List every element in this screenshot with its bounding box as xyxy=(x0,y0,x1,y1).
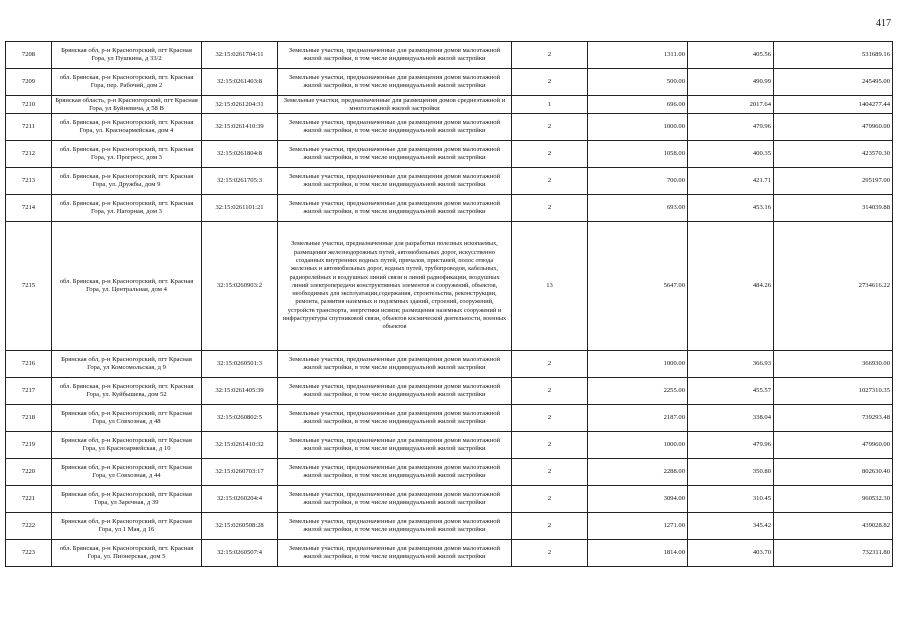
use-group-cell: 2 xyxy=(512,351,588,378)
specific-value-cell: 338.04 xyxy=(688,405,774,432)
specific-value-cell: 421.71 xyxy=(688,168,774,195)
area-cell: 1814.00 xyxy=(588,540,688,567)
address-cell: Брянская обл, р-н Красногорский, пгт Красная Гора, ул 1 Мая, д 16 xyxy=(52,513,202,540)
row-number-cell: 7215 xyxy=(6,222,52,351)
cadastral-number-cell: 32:15:0261405:39 xyxy=(202,378,278,405)
address-cell: обл. Брянская, р-н Красногорский, пгт. Красная Гора, ул. Нагорная, дом 3 xyxy=(52,195,202,222)
cadastral-value-cell: 1404277.44 xyxy=(774,96,893,114)
area-cell: 1311.00 xyxy=(588,42,688,69)
table-row xyxy=(6,540,893,567)
address-cell: Брянская обл, р-н Красногорский, пгт Красная Гора, ул Комсомольская, д 9 xyxy=(52,351,202,378)
row-number-cell: 7216 xyxy=(6,351,52,378)
land-use-cell: Земельные участки, предназначенные для размещения домов малоэтажной жилой застройки, в том числе индивидуальной жилой застройки xyxy=(278,513,512,540)
address-cell: обл. Брянская, р-н Красногорский, пгт. Красная Гора, ул. Красноармейская, дом 4 xyxy=(52,114,202,141)
cadastral-number-cell: 32:15:0261705:3 xyxy=(202,168,278,195)
table-row xyxy=(6,405,893,432)
row-number-cell: 7218 xyxy=(6,405,52,432)
cadastral-value-cell: 439028.82 xyxy=(774,513,893,540)
page-number: 417 xyxy=(876,18,891,29)
address-cell: Брянская обл, р-н Красногорский, пгт Красная Гора, ул Пушкина, д 33/2 xyxy=(52,42,202,69)
table-row xyxy=(6,378,893,405)
area-cell: 693.00 xyxy=(588,195,688,222)
cadastral-number-cell: 32:15:0261204:31 xyxy=(202,96,278,114)
specific-value-cell: 310.45 xyxy=(688,486,774,513)
specific-value-cell: 400.35 xyxy=(688,141,774,168)
area-cell: 3094.00 xyxy=(588,486,688,513)
address-cell: обл. Брянская, р-н Красногорский, пгт. Красная Гора, ул. Центральная, дом 4 xyxy=(52,222,202,351)
specific-value-cell: 350.80 xyxy=(688,459,774,486)
use-group-cell: 2 xyxy=(512,405,588,432)
cadastral-value-cell: 739293.48 xyxy=(774,405,893,432)
cadastral-value-cell: 732311.80 xyxy=(774,540,893,567)
row-number-cell: 7208 xyxy=(6,42,52,69)
specific-value-cell: 490.99 xyxy=(688,69,774,96)
specific-value-cell: 479.96 xyxy=(688,114,774,141)
use-group-cell: 1 xyxy=(512,96,588,114)
cadastral-number-cell: 32:15:0260507:4 xyxy=(202,540,278,567)
specific-value-cell: 403.70 xyxy=(688,540,774,567)
land-use-cell: Земельные участки, предназначенные для размещения домов малоэтажной жилой застройки, в том числе индивидуальной жилой застройки xyxy=(278,195,512,222)
table-row xyxy=(6,69,893,96)
address-cell: Брянская обл, р-н Красногорский, пгт Красная Гора, ул Совхозная, д 48 xyxy=(52,405,202,432)
use-group-cell: 13 xyxy=(512,222,588,351)
cadastral-value-cell: 479960.00 xyxy=(774,114,893,141)
use-group-cell: 2 xyxy=(512,513,588,540)
row-number-cell: 7210 xyxy=(6,96,52,114)
cadastral-number-cell: 32:15:0261704:11 xyxy=(202,42,278,69)
cadastral-number-cell: 32:15:0260204:4 xyxy=(202,486,278,513)
area-cell: 700.00 xyxy=(588,168,688,195)
area-cell: 2255.00 xyxy=(588,378,688,405)
use-group-cell: 2 xyxy=(512,168,588,195)
specific-value-cell: 453.16 xyxy=(688,195,774,222)
cadastral-value-cell: 295197.00 xyxy=(774,168,893,195)
use-group-cell: 2 xyxy=(512,459,588,486)
cadastral-value-cell: 423570.30 xyxy=(774,141,893,168)
land-use-cell: Земельные участки, предназначенные для размещения домов малоэтажной жилой застройки, в том числе индивидуальной жилой застройки xyxy=(278,540,512,567)
address-cell: обл. Брянская, р-н Красногорский, пгт. Красная Гора, ул. Куйбышева, дом 52 xyxy=(52,378,202,405)
area-cell: 1000.00 xyxy=(588,114,688,141)
land-use-cell: Земельные участки, предназначенные для размещения домов малоэтажной жилой застройки, в том числе индивидуальной жилой застройки xyxy=(278,114,512,141)
cadastral-number-cell: 32:15:0260501:3 xyxy=(202,351,278,378)
row-number-cell: 7212 xyxy=(6,141,52,168)
address-cell: Брянская обл, р-н Красногорский, пгт Красная Гора, ул Совхозная, д 44 xyxy=(52,459,202,486)
area-cell: 1000.00 xyxy=(588,432,688,459)
address-cell: Брянская обл, р-н Красногорский, пгт Красная Гора, ул Красноармейская, д 10 xyxy=(52,432,202,459)
address-cell: обл. Брянская, р-н Красногорский, пгт. Красная Гора, ул. Прогресс, дом 3 xyxy=(52,141,202,168)
table-row xyxy=(6,114,893,141)
cadastral-value-cell: 1027310.35 xyxy=(774,378,893,405)
use-group-cell: 2 xyxy=(512,42,588,69)
use-group-cell: 2 xyxy=(512,141,588,168)
row-number-cell: 7209 xyxy=(6,69,52,96)
cadastral-number-cell: 32:15:0261101:21 xyxy=(202,195,278,222)
table-row xyxy=(6,351,893,378)
table-row xyxy=(6,141,893,168)
cadastral-value-cell: 2734616.22 xyxy=(774,222,893,351)
address-cell: обл. Брянская, р-н Красногорский, пгт. Красная Гора, ул. Дружбы, дом 9 xyxy=(52,168,202,195)
land-use-cell: Земельные участки, предназначенные для размещения домов малоэтажной жилой застройки, в том числе индивидуальной жилой застройки xyxy=(278,405,512,432)
cadastral-value-cell: 802630.40 xyxy=(774,459,893,486)
land-use-cell: Земельные участки, предназначенные для размещения домов малоэтажной жилой застройки, в том числе индивидуальной жилой застройки xyxy=(278,141,512,168)
land-use-cell: Земельные участки, предназначенные для размещения домов малоэтажной жилой застройки, в том числе индивидуальной жилой застройки xyxy=(278,351,512,378)
row-number-cell: 7217 xyxy=(6,378,52,405)
use-group-cell: 2 xyxy=(512,114,588,141)
land-use-cell: Земельные участки, предназначенные для размещения домов малоэтажной жилой застройки, в том числе индивидуальной жилой застройки xyxy=(278,432,512,459)
cadastral-number-cell: 32:15:0261410:32 xyxy=(202,432,278,459)
area-cell: 5647.00 xyxy=(588,222,688,351)
table-row xyxy=(6,459,893,486)
use-group-cell: 2 xyxy=(512,486,588,513)
cadastral-number-cell: 32:15:0260703:17 xyxy=(202,459,278,486)
address-cell: обл. Брянская, р-н Красногорский, пгт. Красная Гора, ул. Пионерская, дом 5 xyxy=(52,540,202,567)
area-cell: 696.00 xyxy=(588,96,688,114)
cadastral-value-cell: 531689.16 xyxy=(774,42,893,69)
table-row xyxy=(6,195,893,222)
specific-value-cell: 479.96 xyxy=(688,432,774,459)
cadastral-value-cell: 245495.00 xyxy=(774,69,893,96)
area-cell: 1058.00 xyxy=(588,141,688,168)
cadastral-number-cell: 32:15:0261410:39 xyxy=(202,114,278,141)
cadastral-value-cell: 366930.00 xyxy=(774,351,893,378)
row-number-cell: 7220 xyxy=(6,459,52,486)
land-use-cell: Земельные участки, предназначенные для размещения домов среднеэтажной и многоэтажной жилой застройки xyxy=(278,96,512,114)
cadastral-number-cell: 32:15:0260903:2 xyxy=(202,222,278,351)
cadastral-number-cell: 32:15:0260802:5 xyxy=(202,405,278,432)
table-row xyxy=(6,222,893,351)
cadastral-number-cell: 32:15:0260508:28 xyxy=(202,513,278,540)
area-cell: 500.00 xyxy=(588,69,688,96)
cadastral-value-cell: 479960.00 xyxy=(774,432,893,459)
area-cell: 1271.00 xyxy=(588,513,688,540)
cadastral-value-cell: 960532.30 xyxy=(774,486,893,513)
specific-value-cell: 366.93 xyxy=(688,351,774,378)
land-use-cell: Земельные участки, предназначенные для размещения домов малоэтажной жилой застройки, в том числе индивидуальной жилой застройки xyxy=(278,378,512,405)
table-row xyxy=(6,486,893,513)
land-use-cell: Земельные участки, предназначенные для размещения домов малоэтажной жилой застройки, в том числе индивидуальной жилой застройки xyxy=(278,42,512,69)
land-use-cell: Земельные участки, предназначенные для размещения домов малоэтажной жилой застройки, в том числе индивидуальной жилой застройки xyxy=(278,486,512,513)
row-number-cell: 7221 xyxy=(6,486,52,513)
table-row xyxy=(6,432,893,459)
specific-value-cell: 2017.64 xyxy=(688,96,774,114)
row-number-cell: 7211 xyxy=(6,114,52,141)
table-row xyxy=(6,96,893,114)
area-cell: 2288.00 xyxy=(588,459,688,486)
cadastral-number-cell: 32:15:0261403:8 xyxy=(202,69,278,96)
row-number-cell: 7214 xyxy=(6,195,52,222)
cadastral-value-cell: 314039.88 xyxy=(774,195,893,222)
land-use-cell: Земельные участки, предназначенные для размещения домов малоэтажной жилой застройки, в том числе индивидуальной жилой застройки xyxy=(278,459,512,486)
specific-value-cell: 405.56 xyxy=(688,42,774,69)
table-row xyxy=(6,513,893,540)
area-cell: 1000.00 xyxy=(588,351,688,378)
use-group-cell: 2 xyxy=(512,195,588,222)
land-use-cell: Земельные участки, предназначенные для размещения домов малоэтажной жилой застройки, в том числе индивидуальной жилой застройки xyxy=(278,168,512,195)
address-cell: обл. Брянская, р-н Красногорский, пгт. Красная Гора, пер. Рабочий, дом 2 xyxy=(52,69,202,96)
table-row xyxy=(6,42,893,69)
use-group-cell: 2 xyxy=(512,432,588,459)
address-cell: Брянская область, р-н Красногорский, пгт Красная Гора, ул Буйневича, д 58 В xyxy=(52,96,202,114)
cadastral-value-table xyxy=(5,41,893,567)
use-group-cell: 2 xyxy=(512,69,588,96)
specific-value-cell: 455.57 xyxy=(688,378,774,405)
land-use-cell: Земельные участки, предназначенные для размещения домов малоэтажной жилой застройки, в том числе индивидуальной жилой застройки xyxy=(278,69,512,96)
use-group-cell: 2 xyxy=(512,540,588,567)
area-cell: 2187.00 xyxy=(588,405,688,432)
land-use-cell: Земельные участки, предназначенные для разработки полезных ископаемых, размещения железнодорожных путей, автомобильных дорог, искусственно созданных внутренних водных путей, причалов, пристаней, полос отвода железных и автомобильных дорог, водных путей, трубопроводов, кабельных, радиорелейных и воздушных линий связи и линий радиофикации, воздушных линий электропередачи конструктивных элементов и сооружений, объектов, необходимых для эксплуатации,содержания, строительства, реконструкции, ремонта, развития наземных и подземных зданий, строений, сооружений, устройств транспорта, энергетики исвязи; размещения наземных сооружений и инфраструктуры спутниковой связи, объектов космической деятельности, военных объектов xyxy=(278,222,512,351)
address-cell: Брянская обл, р-н Красногорский, пгт Красная Гора, ул Заречная, д 39 xyxy=(52,486,202,513)
row-number-cell: 7223 xyxy=(6,540,52,567)
use-group-cell: 2 xyxy=(512,378,588,405)
specific-value-cell: 345.42 xyxy=(688,513,774,540)
specific-value-cell: 484.26 xyxy=(688,222,774,351)
cadastral-number-cell: 32:15:0261804:8 xyxy=(202,141,278,168)
row-number-cell: 7219 xyxy=(6,432,52,459)
row-number-cell: 7222 xyxy=(6,513,52,540)
row-number-cell: 7213 xyxy=(6,168,52,195)
table-row xyxy=(6,168,893,195)
